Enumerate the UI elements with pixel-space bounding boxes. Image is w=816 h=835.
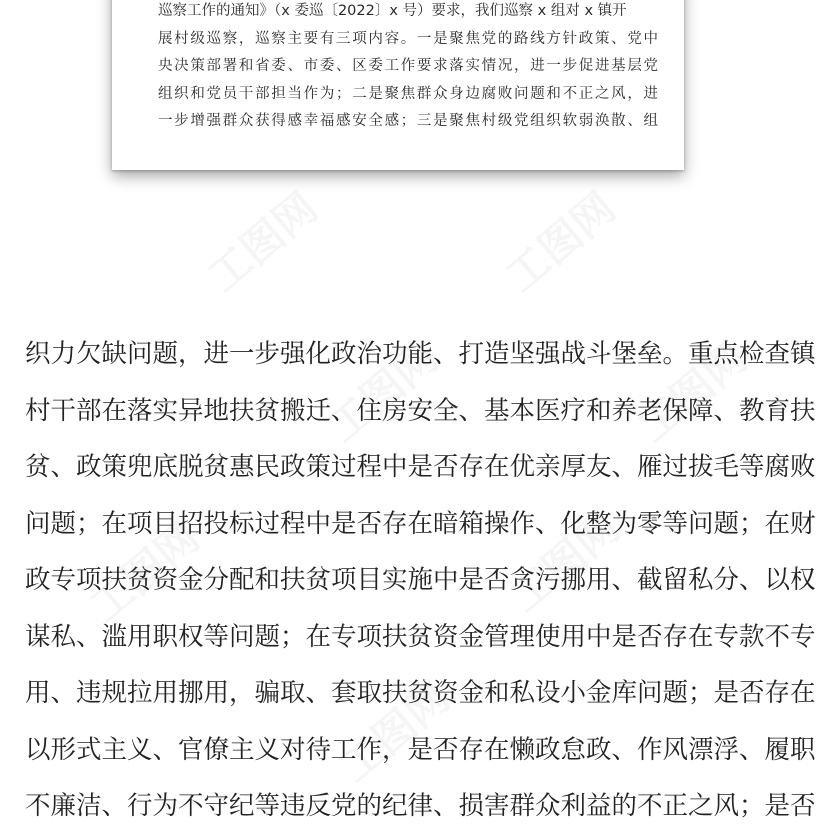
document-page-line: 央决策部署和省委、市委、区委工作要求落实情况，进一步促进基层党 [158,58,658,74]
body-line: 以形式主义、官僚主义对待工作，是否存在懒政怠政、作风漂浮、履职 [25,734,816,765]
body-line: 问题；在项目招投标过程中是否存在暗箱操作、化整为零等问题；在财 [25,508,816,539]
body-line: 村干部在落实异地扶贫搬迁、住房安全、基本医疗和养老保障、教育扶 [25,395,816,426]
watermark: 工图网 [330,672,459,792]
document-page-line: 一步增强群众获得感幸福感安全感；三是聚焦村级党组织软弱涣散、组 [158,113,658,129]
document-page-preview [112,0,684,170]
watermark: 工图网 [198,182,327,302]
watermark: 工图网 [318,332,447,452]
body-line: 不廉洁、行为不守纪等违反党的纪律、损害群众利益的不正之风；是否 [25,791,816,821]
document-page-line: 巡察工作的通知》（x 委巡〔2022〕x 号）要求，我们巡察 x 组对 x 镇开 [158,3,627,19]
body-line: 谋私、滥用职权等问题；在专项扶贫资金管理使用中是否存在专款不专 [25,621,816,652]
watermark: 工图网 [500,502,629,622]
body-line: 贫、政策兜底脱贫惠民政策过程中是否存在优亲厚友、雁过拔毛等腐败 [25,452,816,482]
document-page-line: 组织和党员干部担当作为；二是聚焦群众身边腐败问题和不正之风，进 [158,85,658,102]
body-line: 用、违规拉用挪用，骗取、套取扶贫资金和私设小金库问题；是否存在 [25,678,816,708]
watermark: 工图网 [496,182,625,302]
body-line: 织力欠缺问题，进一步强化政治功能、打造坚强战斗堡垒。重点检查镇 [25,339,816,369]
body-line: 政专项扶贫资金分配和扶贫项目实施中是否贪污挪用、截留私分、以权 [25,565,816,595]
watermark: 工图网 [628,332,757,452]
document-page-text [158,0,658,136]
body-paragraph [25,326,816,835]
watermark: 工图网 [80,512,209,632]
document-page-line: 展村级巡察，巡察主要有三项内容。一是聚焦党的路线方针政策、党中 [158,30,658,47]
